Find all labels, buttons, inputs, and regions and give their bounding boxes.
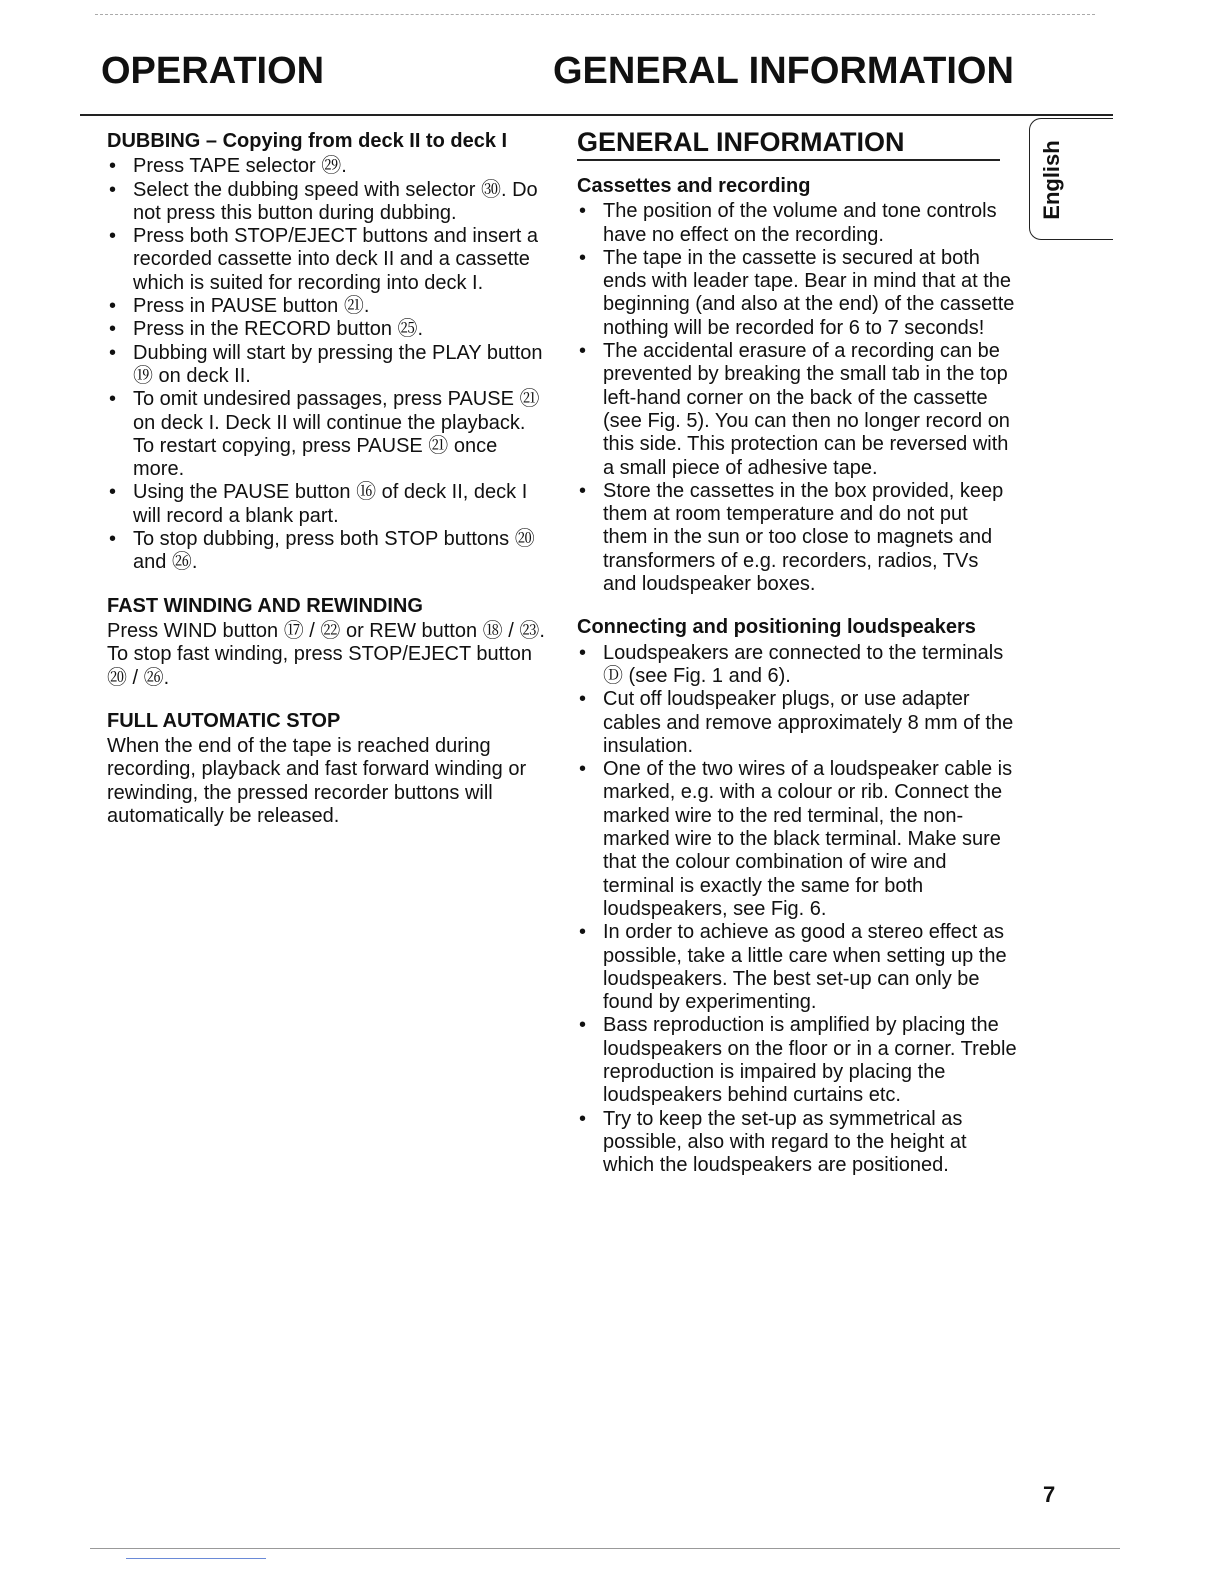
language-tab-label: English xyxy=(1039,140,1064,220)
auto-stop-text: When the end of the tape is reached during recording, playback and fast forward winding or rewinding, the pressed recorder buttons will automatically be released. xyxy=(107,735,527,828)
scan-artifact-line xyxy=(95,14,1095,16)
cassettes-heading: Cassettes and recording xyxy=(577,175,811,197)
dubbing-heading: DUBBING – Copying from deck II to deck I xyxy=(107,130,508,152)
loudspeakers-list xyxy=(577,642,1017,1178)
list-item: • Cut off loudspeaker plugs, or use adapter cables and remove approximately 8 mm of the insulation. xyxy=(577,688,1017,758)
footer-divider xyxy=(90,1548,1120,1549)
loudspeakers-heading: Connecting and positioning loudspeakers xyxy=(577,616,976,639)
page-title-general-information: GENERAL INFORMATION xyxy=(553,50,1014,92)
page-number: 7 xyxy=(1043,1482,1056,1507)
list-item: • Press in PAUSE button ㉑. xyxy=(107,295,547,318)
section-divider xyxy=(577,159,1000,161)
list-item: • Press in the RECORD button ㉕. xyxy=(107,318,547,341)
header-divider xyxy=(80,114,1113,116)
list-item: • Using the PAUSE button ⑯ of deck II, deck I will record a blank part. xyxy=(107,481,547,528)
list-item: • Press TAPE selector ㉙. xyxy=(107,155,547,178)
list-item: • The tape in the cassette is secured at both ends with leader tape. Bear in mind that at the beginning (and also at the end) of the cassette nothing will be recorded for 6 to 7 seconds! xyxy=(577,247,1017,340)
list-item: • To stop dubbing, press both STOP buttons ⑳ and ㉖. xyxy=(107,528,547,575)
list-item: • One of the two wires of a loudspeaker cable is marked, e.g. with a colour or rib. Connect the marked wire to the red terminal, the non-marked wire to the black terminal. Make sure that the colour combination of wire and terminal is exactly the same for both loudspeakers, see Fig. 6. xyxy=(577,758,1017,921)
list-item: • In order to achieve as good a stereo effect as possible, take a little care when setting up the loudspeakers. The best set-up can only be found by experimenting. xyxy=(577,921,1017,1014)
dubbing-list xyxy=(107,155,547,574)
footer-underline xyxy=(126,1558,266,1559)
list-item: • To omit undesired passages, press PAUSE ㉑ on deck I. Deck II will continue the playback. To restart copying, press PAUSE ㉑ once more. xyxy=(107,388,547,481)
list-item: • Bass reproduction is amplified by placing the loudspeakers on the floor or in a corner. Treble reproduction is impaired by placing the loudspeakers behind curtains etc. xyxy=(577,1014,1017,1107)
list-item: • Loudspeakers are connected to the terminals Ⓓ (see Fig. 1 and 6). xyxy=(577,642,1017,689)
list-item: • Try to keep the set-up as symmetrical as possible, also with regard to the height at which the loudspeakers are positioned. xyxy=(577,1108,1017,1178)
page-title-operation: OPERATION xyxy=(101,50,325,92)
left-column xyxy=(107,130,547,828)
list-item: • Store the cassettes in the box provided, keep them at room temperature and do not put them in the sun or too close to magnets and transformers of e.g. recorders, radios, TVs and loudspeaker boxes. xyxy=(577,480,1017,596)
fast-winding-heading: FAST WINDING AND REWINDING xyxy=(107,594,423,617)
list-item: • Press both STOP/EJECT buttons and insert a recorded cassette into deck II and a cassette which is suited for recording into deck I. xyxy=(107,225,547,295)
list-item: • The position of the volume and tone controls have no effect on the recording. xyxy=(577,200,1017,247)
list-item: • Dubbing will start by pressing the PLAY button ⑲ on deck II. xyxy=(107,342,547,389)
auto-stop-heading: FULL AUTOMATIC STOP xyxy=(107,709,341,732)
list-item: • The accidental erasure of a recording can be prevented by breaking the small tab in the top left-hand corner on the back of the cassette (see Fig. 5). You can then no longer record on this side. This protection can be reversed with a small piece of adhesive tape. xyxy=(577,340,1017,480)
general-information-heading: GENERAL INFORMATION xyxy=(577,127,905,157)
right-column xyxy=(577,127,1017,1177)
fast-winding-text: Press WIND button ⑰ / ㉒ or REW button ⑱ / ㉓. To stop fast winding, press STOP/EJECT button ⑳ / ㉖. xyxy=(107,619,545,689)
cassettes-list xyxy=(577,200,1017,596)
list-item: • Select the dubbing speed with selector ㉚. Do not press this button during dubbing. xyxy=(107,179,547,226)
